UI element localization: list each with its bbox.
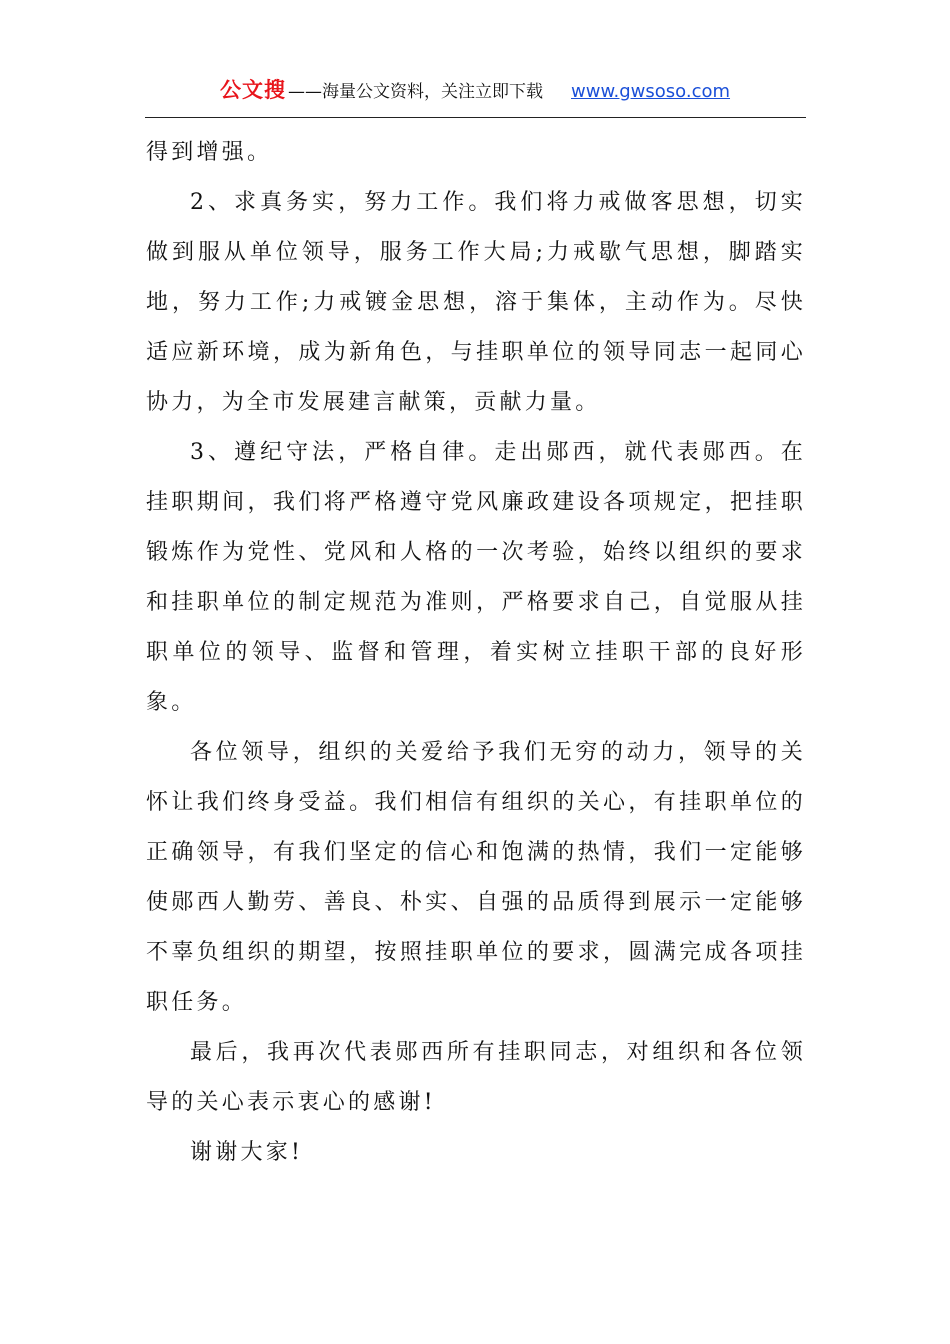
brand-logo-text[interactable]: 公文搜 [220, 78, 286, 102]
paragraph-closing: 最后，我再次代表郧西所有挂职同志，对组织和各位领导的关心表示衷心的感谢! [146, 1040, 806, 1115]
header-banner [220, 74, 730, 104]
page-header [145, 70, 806, 118]
paragraph-thanks: 谢谢大家! [190, 1140, 304, 1165]
paragraph-gratitude: 各位领导，组织的关爱给予我们无穷的动力，领导的关怀让我们终身受益。我们相信有组织的关心，有挂职单位的正确领导，有我们坚定的信心和饱满的热情，我们一定能够使郧西人勤劳、善良、朴实、自强的品质得到展示一定能够不辜负组织的期望，按照挂职单位的要求，圆满完成各项挂职任务。 [146, 740, 806, 1015]
header-slogan: ——海量公文资料，关注立即下载 [288, 82, 543, 102]
paragraph-continuation: 得到增强。 [146, 140, 273, 165]
paragraph-point-2: 2、求真务实，努力工作。我们将力戒做客思想，切实做到服从单位领导，服务工作大局;力戒歇气思想，脚踏实地，努力工作;力戒镀金思想，溶于集体，主动作为。尽快适应新环境，成为新角色，与挂职单位的领导同志一起同心协力，为全市发展建言献策，贡献力量。 [146, 190, 806, 415]
document-body [146, 128, 806, 1178]
paragraph-point-3: 3、遵纪守法，严格自律。走出郧西，就代表郧西。在挂职期间，我们将严格遵守党风廉政建设各项规定，把挂职锻炼作为党性、党风和人格的一次考验，始终以组织的要求和挂职单位的制定规范为准则，严格要求自己，自觉服从挂职单位的领导、监督和管理，着实树立挂职干部的良好形象。 [146, 440, 806, 715]
site-url-link[interactable]: www.gwsoso.com [571, 81, 731, 102]
